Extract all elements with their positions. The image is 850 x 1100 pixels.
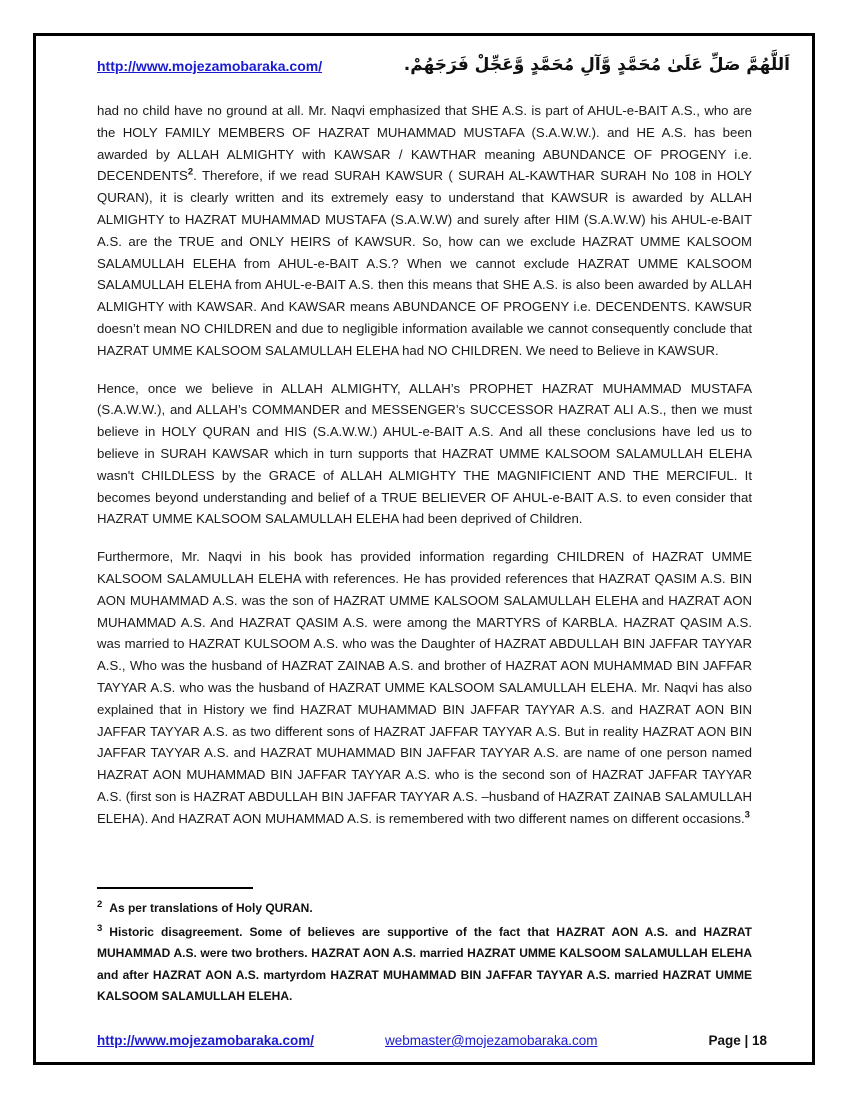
page-footer [97,1033,767,1048]
footnote-separator-line [97,887,253,889]
page-number: Page | 18 [708,1033,767,1048]
footnote-3-text: Historic disagreement. Some of believes are supportive of the fact that HAZRAT AON A.S. and HAZRAT MUHAMMAD A.S. were two brothers. HAZRAT AON A.S. married HAZRAT UMME KALSOOM SALAMULLAH ELEHA and after HAZRAT AON A.S. martyrdom HAZRAT MUHAMMAD BIN JAFFAR TAYYAR A.S. married HAZRAT UMME KALSOOM SALAMULLAH ELEHA. [97,924,752,1003]
footer-url-link[interactable]: http://www.mojezamobaraka.com/ [97,1033,315,1048]
footnote-reference-2[interactable]: 2 [187,167,194,178]
header-url-link[interactable]: http://www.mojezamobaraka.com/ [97,58,323,74]
page-border-frame [33,33,815,1065]
paragraph-3 [97,546,752,829]
paragraph-1-text-a: had no child have no ground at all. Mr. Naqvi emphasized that SHE A.S. is part of AHUL-e-BAIT A.S., who are the HOLY FAMILY MEMBERS OF HAZRAT MUHAMMAD MUSTAFA (S.A.W.W.). and HE A.S. has been awarded by ALLAH ALMIGHTY with KAWSAR / KAWTHAR meaning ABUNDANCE OF PROGENY i.e. DECENDENTS [97,103,752,184]
paragraph-1-text-b: . Therefore, if we read SURAH KAWSUR ( SURAH AL-KAWTHAR SURAH No 108 in HOLY QURAN), it is clearly written and its extremely easy to understand that KAWSUR is awarded by ALLAH ALMIGHTY to HAZRAT MUHAMMAD MUSTAFA (S.A.W.W) and surely after HIM (S.A.W.W) his AHUL-e-BAIT A.S. are the TRUE and ONLY HEIRS of KAWSUR. So, how can we exclude HAZRAT UMME KALSOOM SALAMULLAH ELEHA from AHUL-e-BAIT A.S.? When we cannot exclude HAZRAT UMME KALSOOM SALAMULLAH ELEHA from AHUL-e-BAIT A.S. then this means that SHE A.S. is also been awarded by ALLAH ALMIGHTY with KAWSAR. And KAWSAR means ABUNDANCE OF PROGENY i.e. DECENDENTS. KAWSUR doesn’t mean NO CHILDREN and due to negligible information available we cannot consequently conclude that HAZRAT UMME KALSOOM SALAMULLAH ELEHA had NO CHILDREN. We need to Believe in KAWSUR. [97,168,752,358]
paragraph-2: Hence, once we believe in ALLAH ALMIGHTY, ALLAH’s PROPHET HAZRAT MUHAMMAD MUSTAFA (S.A.W.W.), and ALLAH’s COMMANDER and MESSENGER’s SUCCESSOR HAZRAT ALI A.S., then we must believe in HOLY QURAN and HIS (S.A.W.W.) AHUL-e-BAIT A.S. And all these conclusions have led us to believe in SURAH KAWSAR which in turn supports that HAZRAT UMME KALSOOM SALAMULLAH ELEHA wasn't CHILDLESS by the GRACE of ALLAH ALMIGHTY THE MAGNIFICIENT AND THE MERCIFUL. It becomes beyond understanding and belief of a TRUE BELIEVER OF AHUL-e-BAIT A.S. to even consider that HAZRAT UMME KALSOOM SALAMULLAH ELEHA had been deprived of Children. [97,380,752,527]
footnote-2 [97,898,752,920]
footnote-2-text: As per translations of Holy QURAN. [109,901,313,915]
arabic-salutation-text: اَللَّهُمَّ صَلِّ عَلَىٰ مُحَمَّدٍ وَّآلِ مُحَمَّدٍ وَّعَجِّلْ فَرَجَهُمْ. [403,55,790,75]
footnote-2-marker: 2 [97,899,103,910]
footnotes-section [97,887,752,1008]
paragraph-3-text: Furthermore, Mr. Naqvi in his book has provided information regarding CHILDREN of HAZRAT UMME KALSOOM SALAMULLAH ELEHA with references. He has provided references that HAZRAT QASIM A.S. BIN AON MUHAMMAD A.S. was the son of HAZRAT UMME KALSOOM SALAMULLAH ELEHA and HAZRAT AON MUHAMMAD A.S. And HAZRAT QASIM A.S. were among the MARTYRS of KARBLA. HAZRAT QASIM A.S. was married to HAZRAT KULSOOM A.S. who was the Daughter of HAZRAT ABDULLAH BIN JAFFAR TAYYAR A.S., Who was the husband of HAZRAT ZAINAB A.S. and brother of HAZRAT AON MUHAMMAD BIN JAFFAR TAYYAR A.S. who was the husband of HAZRAT UMME KALSOOM SALAMULLAH ELEHA. Mr. Naqvi has also explained that in History we find HAZRAT MUHAMMAD BIN JAFFAR TAYYAR A.S. and HAZRAT AON BIN JAFFAR TAYYAR A.S. as two different sons of HAZRAT JAFFAR TAYYAR A.S. But in reality HAZRAT AON BIN JAFFAR TAYYAR A.S. and HAZRAT MUHAMMAD BIN JAFFAR TAYYAR A.S. are name of one person named HAZRAT AON MUHAMMAD BIN JAFFAR TAYYAR A.S. who is the second son of HAZRAT JAFFAR TAYYAR A.S. (first son is HAZRAT ABDULLAH BIN JAFFAR TAYYAR A.S. –husband of HAZRAT ZAINAB SALAMULLAH ELEHA). And HAZRAT AON MUHAMMAD A.S. is remembered with two different names on different occasions. [97,549,752,826]
footnote-3-marker: 3 [97,922,103,934]
footer-email-link[interactable]: webmaster@mojezamobaraka.com [384,1033,598,1048]
footnote-reference-3[interactable]: 3 [744,809,750,821]
footnote-3 [97,922,752,1008]
page-header [97,50,790,80]
document-body [97,100,752,884]
paragraph-1 [97,100,752,362]
